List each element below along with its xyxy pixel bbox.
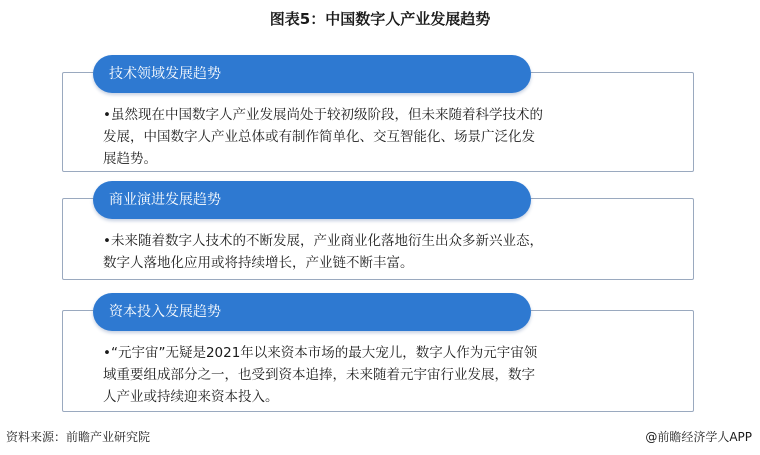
section-heading-pill: 资本投入发展趋势 xyxy=(93,293,531,331)
source-note: 资料来源：前瞻产业研究院 xyxy=(6,430,151,444)
section-heading-pill: 商业演进发展趋势 xyxy=(93,181,531,219)
section-body-text: •未来随着数字人技术的不断发展，产业商业化落地衍生出众多新兴业态， 数字人落地化应用或将持续增长，产业链不断丰富。 xyxy=(103,233,543,271)
figure-title: 图表5：中国数字人产业发展趋势 xyxy=(269,10,491,28)
section-body-text: •虽然现在中国数字人产业发展尚处于较初级阶段，但未来随着科学技术的 发展，中国数字人产业总体或有制作简单化、交互智能化、场景广泛化发 展趋势。 xyxy=(103,107,543,167)
brand-credit xyxy=(645,428,752,445)
brand-credit-text: @前瞻经济学人APP xyxy=(645,430,752,444)
section-body-text: •“元宇宙”无疑是2021年以来资本市场的最大宠儿，数字人作为元宇宙领 域重要组成部分之一，也受到资本追捧，未来随着元宇宙行业发展，数字 人产业或持续迎来资本投入。 xyxy=(103,345,538,405)
section-heading-pill: 技术领域发展趋势 xyxy=(93,55,531,93)
